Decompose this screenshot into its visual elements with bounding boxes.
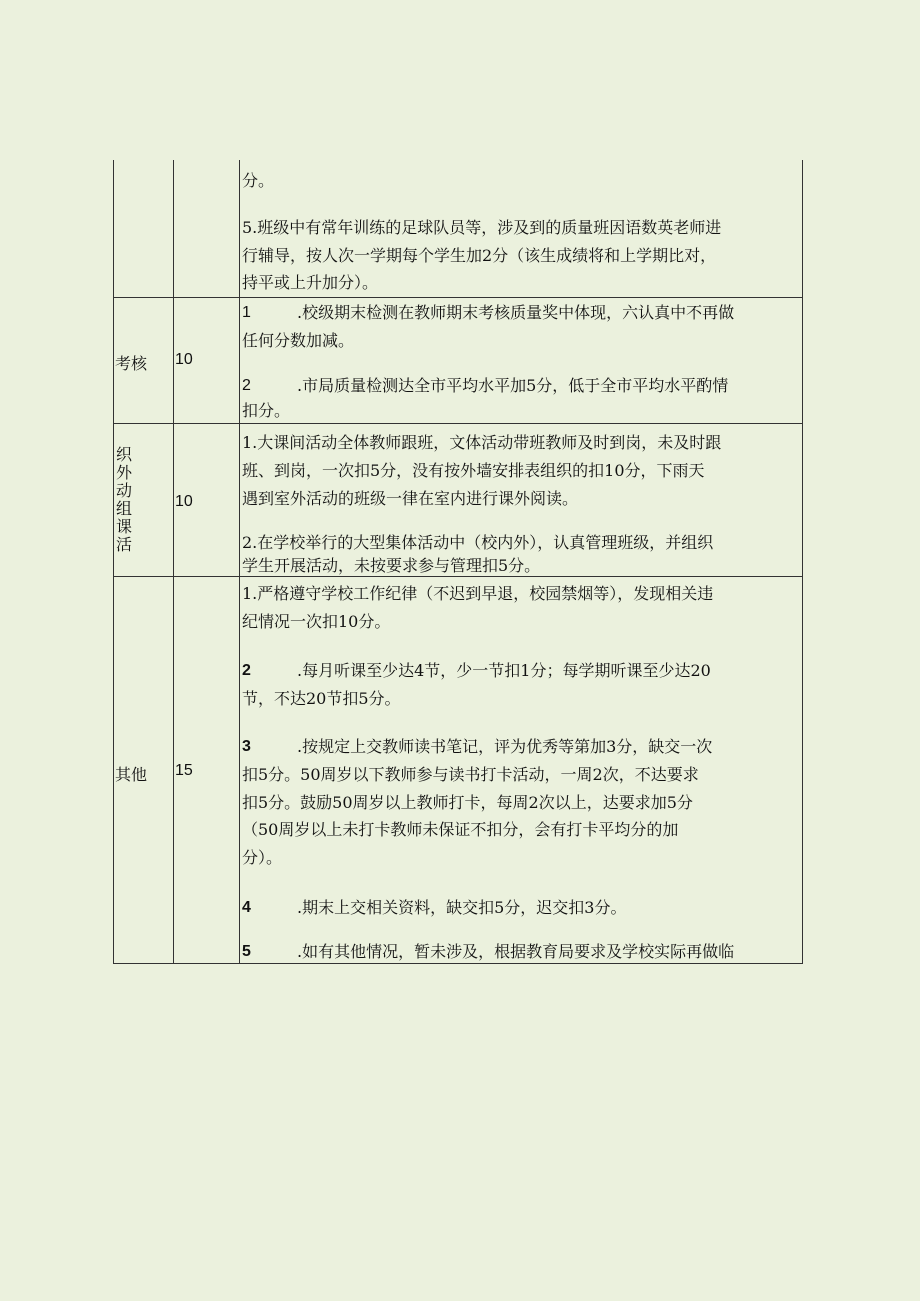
item-number: 2 <box>242 662 251 679</box>
item-number: 2 <box>242 377 251 394</box>
content-line: 扣5分。50周岁以下教师参与读书打卡活动，一周2次，不达要求 <box>242 765 699 784</box>
score-value: 10 <box>175 493 193 510</box>
content-line: .如有其他情况，暂未涉及，根据教育局要求及学校实际再做临 <box>297 942 735 961</box>
content-line: 分。 <box>242 171 275 190</box>
content-line: .期末上交相关资料，缺交扣5分，迟交扣3分。 <box>297 898 627 917</box>
item-number: 3 <box>242 738 251 755</box>
content-line: 2.在学校举行的大型集体活动中（校内外），认真管理班级，并组织 <box>242 533 714 552</box>
content-line: （50周岁以上未打卡教师未保证不扣分，会有打卡平均分的加 <box>242 820 679 839</box>
content-line: 1.大课间活动全体教师跟班，文体活动带班教师及时到岗，未及时跟 <box>242 433 722 452</box>
item-number: 4 <box>242 899 251 916</box>
content-line: .每月听课至少达4节，少一节扣1分；每学期听课至少达20 <box>297 661 711 680</box>
content-line: .校级期末检测在教师期末考核质量奖中体现，六认真中不再做 <box>297 303 735 322</box>
score-value: 10 <box>175 351 193 368</box>
table-border-right <box>802 160 803 964</box>
content-line: 扣分。 <box>242 401 291 420</box>
content-line: 分）。 <box>242 848 283 867</box>
table-divider-col2 <box>239 160 240 964</box>
table-divider-col1 <box>173 160 174 964</box>
content-line: 班、到岗，一次扣5分，没有按外墙安排表组织的扣10分，下雨天 <box>242 461 705 480</box>
table-border-left <box>113 160 114 964</box>
content-line: 扣5分。鼓励50周岁以上教师打卡，每周2次以上，达要求加5分 <box>242 793 693 812</box>
content-line: 行辅导，按人次一学期每个学生加2分（该生成绩将和上学期比对， <box>242 246 717 265</box>
content-line: 学生开展活动，未按要求参与管理扣5分。 <box>242 556 541 575</box>
content-line: .按规定上交教师读书笔记，评为优秀等第加3分，缺交一次 <box>297 737 713 756</box>
category-label: 其他 <box>115 765 148 784</box>
category-label-vertical: 织外动组课活 <box>116 445 133 554</box>
row-divider-1 <box>113 297 803 298</box>
row-divider-2 <box>113 423 803 424</box>
item-number: 5 <box>242 943 251 960</box>
content-line: 1.严格遵守学校工作纪律（不迟到早退，校园禁烟等），发现相关违 <box>242 584 714 603</box>
content-line: 纪情况一次扣10分。 <box>242 612 391 631</box>
content-line: 节，不达20节扣5分。 <box>242 689 401 708</box>
item-number: 1 <box>242 304 251 321</box>
content-line: 5.班级中有常年训练的足球队员等，涉及到的质量班因语数英老师进 <box>242 218 722 237</box>
score-value: 15 <box>175 762 193 779</box>
content-line: .市局质量检测达全市平均水平加5分，低于全市平均水平酌情 <box>297 376 729 395</box>
content-line: 任何分数加减。 <box>242 331 355 350</box>
content-line: 遇到室外活动的班级一律在室内进行课外阅读。 <box>242 489 579 508</box>
category-label: 考核 <box>115 354 148 373</box>
content-line: 持平或上升加分）。 <box>242 273 379 292</box>
